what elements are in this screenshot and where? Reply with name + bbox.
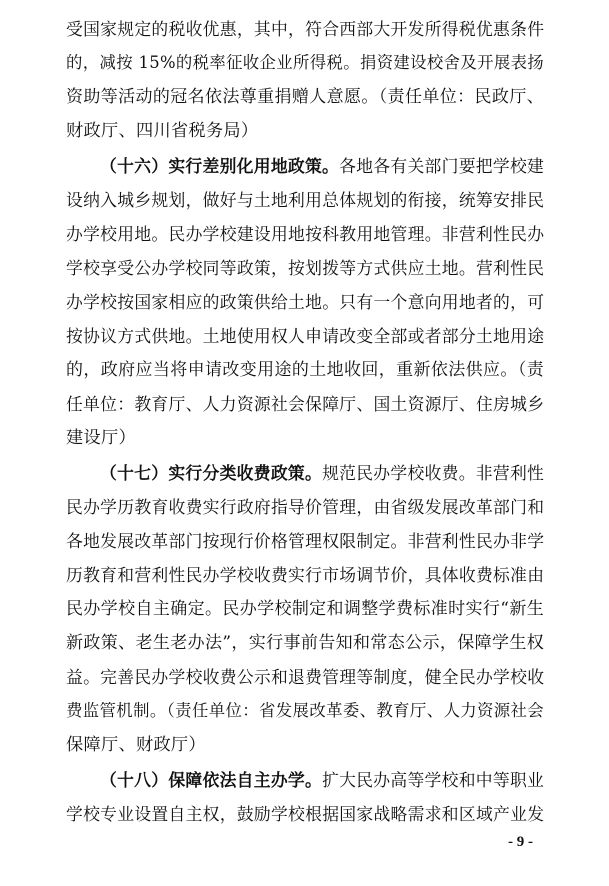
- body-text-line: 各地发展改革部门按现行价格管理权限制定。非营利性民办非学: [66, 531, 545, 551]
- body-text: 各地各有关部门要把学校建: [339, 156, 545, 176]
- section-heading: （十六）实行差别化用地政策。: [100, 156, 340, 176]
- section-heading: （十八）保障依法自主办学。: [100, 770, 323, 790]
- section-first-line: [100, 456, 544, 490]
- body-text-line: 费监管机制。（责任单位：省发展改革委、教育厅、人力资源社会: [66, 701, 544, 720]
- body-text-line: 办学校按国家相应的政策供给土地。只有一个意向用地者的，可: [66, 292, 545, 312]
- body-text-line: 益。完善民办学校收费公示和退费管理等制度，健全民办学校收: [66, 667, 545, 687]
- body-text-line: 财政厅、四川省税务局）: [66, 121, 259, 141]
- section-first-line: [100, 149, 544, 183]
- body-text-line: 任单位：教育厅、人力资源社会保障厅、国土资源厅、住房城乡: [66, 394, 545, 414]
- body-text-line: 保障厅、财政厅）: [66, 735, 206, 755]
- body-text-line: 按协议方式供地。土地使用权人申请改变全部或者部分土地用途: [66, 326, 545, 346]
- body-text-line: 的，政府应当将申请改变用途的土地收回，重新依法供应。（责: [66, 360, 544, 380]
- body-text-line: 资助等活动的冠名依法尊重捐赠人意愿。（责任单位：民政厅、: [66, 87, 544, 107]
- body-text-line: 设纳入城乡规划，做好与土地利用总体规划的衔接，统筹安排民: [66, 190, 545, 210]
- body-text-line: 新政策、老生老办法”，实行事前告知和常态公示，保障学生权: [66, 633, 544, 653]
- body-text-line: 受国家规定的税收优惠，其中，符合西部大开发所得税优惠条件: [66, 19, 545, 39]
- body-text: 规范民办学校收费。非营利性: [322, 463, 545, 483]
- body-text-line: 学校享受公办学校同等政策，按划拨等方式供应土地。营利性民: [66, 258, 545, 278]
- body-text-line: 民办学历教育收费实行政府指导价管理，由省级发展改革部门和: [66, 497, 545, 517]
- page-number: - 9 -: [508, 834, 533, 850]
- body-text-line: 学校专业设置自主权，鼓励学校根据国家战略需求和区域产业发: [66, 804, 545, 824]
- body-text-line: 民办学校自主确定。民办学校制定和调整学费标准时实行“新生: [66, 599, 544, 619]
- body-text-line: 建设厅）: [66, 428, 136, 448]
- body-text-line: 办学校用地。民办学校建设用地按科教用地管理。非营利性民办: [66, 224, 545, 244]
- body-text-line: 的，减按 15%的税率征收企业所得税。捐资建设校舍及开展表扬: [66, 53, 544, 72]
- section-first-line: [100, 763, 544, 797]
- body-text-line: 历教育和营利性民办学校收费实行市场调节价，具体收费标准由: [66, 565, 545, 585]
- body-text: 扩大民办高等学校和中等职业: [322, 770, 545, 790]
- section-heading: （十七）实行分类收费政策。: [100, 463, 323, 483]
